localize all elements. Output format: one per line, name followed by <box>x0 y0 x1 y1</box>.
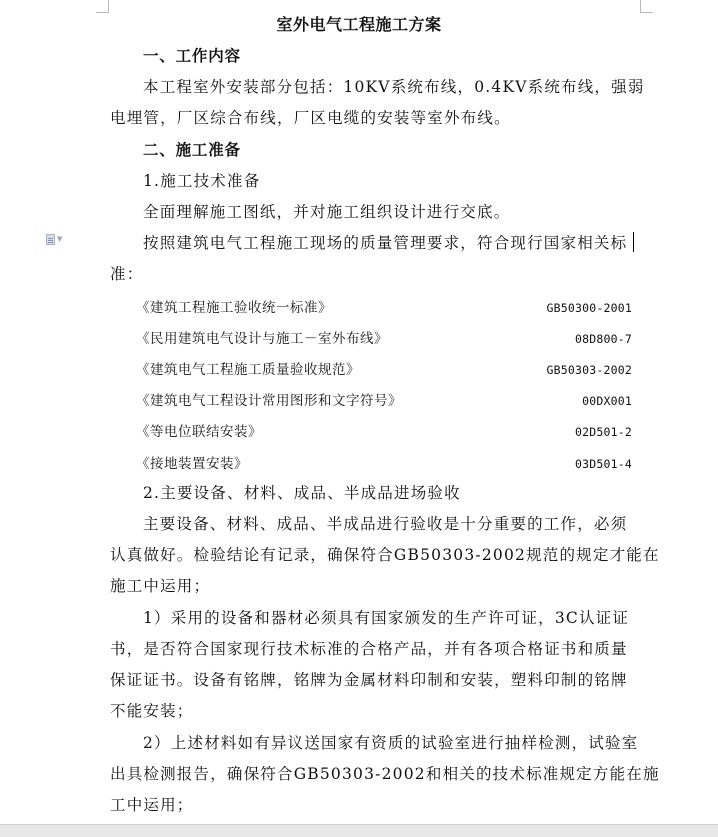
standard-title: 《建筑工程施工验收统一标准》 <box>136 300 332 316</box>
standard-code: 02D501-2 <box>575 425 632 439</box>
paragraph-line: 主要设备、材料、成品、半成品进行验收是十分重要的工作，必须 <box>143 515 628 533</box>
list-item-line: 出具检测报告，确保符合GB50303-2002和相关的技术标准规定方能在施 <box>110 765 660 783</box>
standard-title: 《民用建筑电气设计与施工－室外布线》 <box>136 331 388 347</box>
paragraph-line: 全面理解施工图纸，并对施工组织设计进行交底。 <box>143 203 511 221</box>
list-item-line: 1）采用的设备和器材必须具有国家颁发的生产许可证，3C认证证 <box>143 609 630 627</box>
section-heading-preparation: 二、施工准备 <box>143 140 241 159</box>
standard-code: 03D501-4 <box>575 457 632 471</box>
paragraph-line: 电埋管，厂区综合布线，厂区电缆的安装等室外布线。 <box>110 109 511 127</box>
paragraph-line: 准： <box>110 265 144 283</box>
list-item-line: 保证证书。设备有铭牌，铭牌为金属材料印制和安装，塑料印制的铭牌 <box>110 671 628 689</box>
document-title: 室外电气工程施工方案 <box>276 15 442 34</box>
standard-title: 《建筑电气工程施工质量验收规范》 <box>136 362 360 378</box>
text-cursor <box>633 232 634 252</box>
standard-code: 08D800-7 <box>575 332 632 346</box>
list-item-line: 不能安装； <box>110 702 194 720</box>
document-options-icon[interactable] <box>46 232 74 246</box>
page-corner-mark-left <box>96 0 109 13</box>
standard-code: GB50300-2001 <box>546 301 632 315</box>
list-item-line: 工中运用； <box>110 796 194 814</box>
standard-title: 《等电位联结安装》 <box>136 424 262 440</box>
paragraph-line: 本工程室外安装部分包括：10KV系统布线，0.4KV系统布线，强弱 <box>143 78 645 96</box>
subsection-heading-technical: 1.施工技术准备 <box>143 172 261 190</box>
paragraph-line: 认真做好。检验结论有记录，确保符合GB50303-2002规范的规定才能在 <box>110 546 660 564</box>
subsection-heading-acceptance: 2.主要设备、材料、成品、半成品进场验收 <box>143 484 461 502</box>
document-icon <box>46 234 55 245</box>
paragraph-line: 施工中运用； <box>110 577 211 595</box>
list-item-line: 2）上述材料如有异议送国家有资质的试验室进行抽样检测，试验室 <box>143 734 639 752</box>
standard-title: 《接地装置安装》 <box>136 456 248 472</box>
standard-code: GB50303-2002 <box>546 363 632 377</box>
page-corner-mark-right <box>640 0 653 13</box>
standard-code: 00DX001 <box>582 394 632 408</box>
chevron-down-icon: ▼ <box>57 235 63 243</box>
list-item-line: 书，是否符合国家现行技术标准的合格产品，并有各项合格证书和质量 <box>110 640 628 658</box>
section-heading-work-content: 一、工作内容 <box>143 46 241 65</box>
paragraph-line: 按照建筑电气工程施工现场的质量管理要求，符合现行国家相关标 <box>143 234 628 252</box>
horizontal-scrollbar[interactable] <box>0 824 718 837</box>
standard-title: 《建筑电气工程设计常用图形和文字符号》 <box>136 393 402 409</box>
